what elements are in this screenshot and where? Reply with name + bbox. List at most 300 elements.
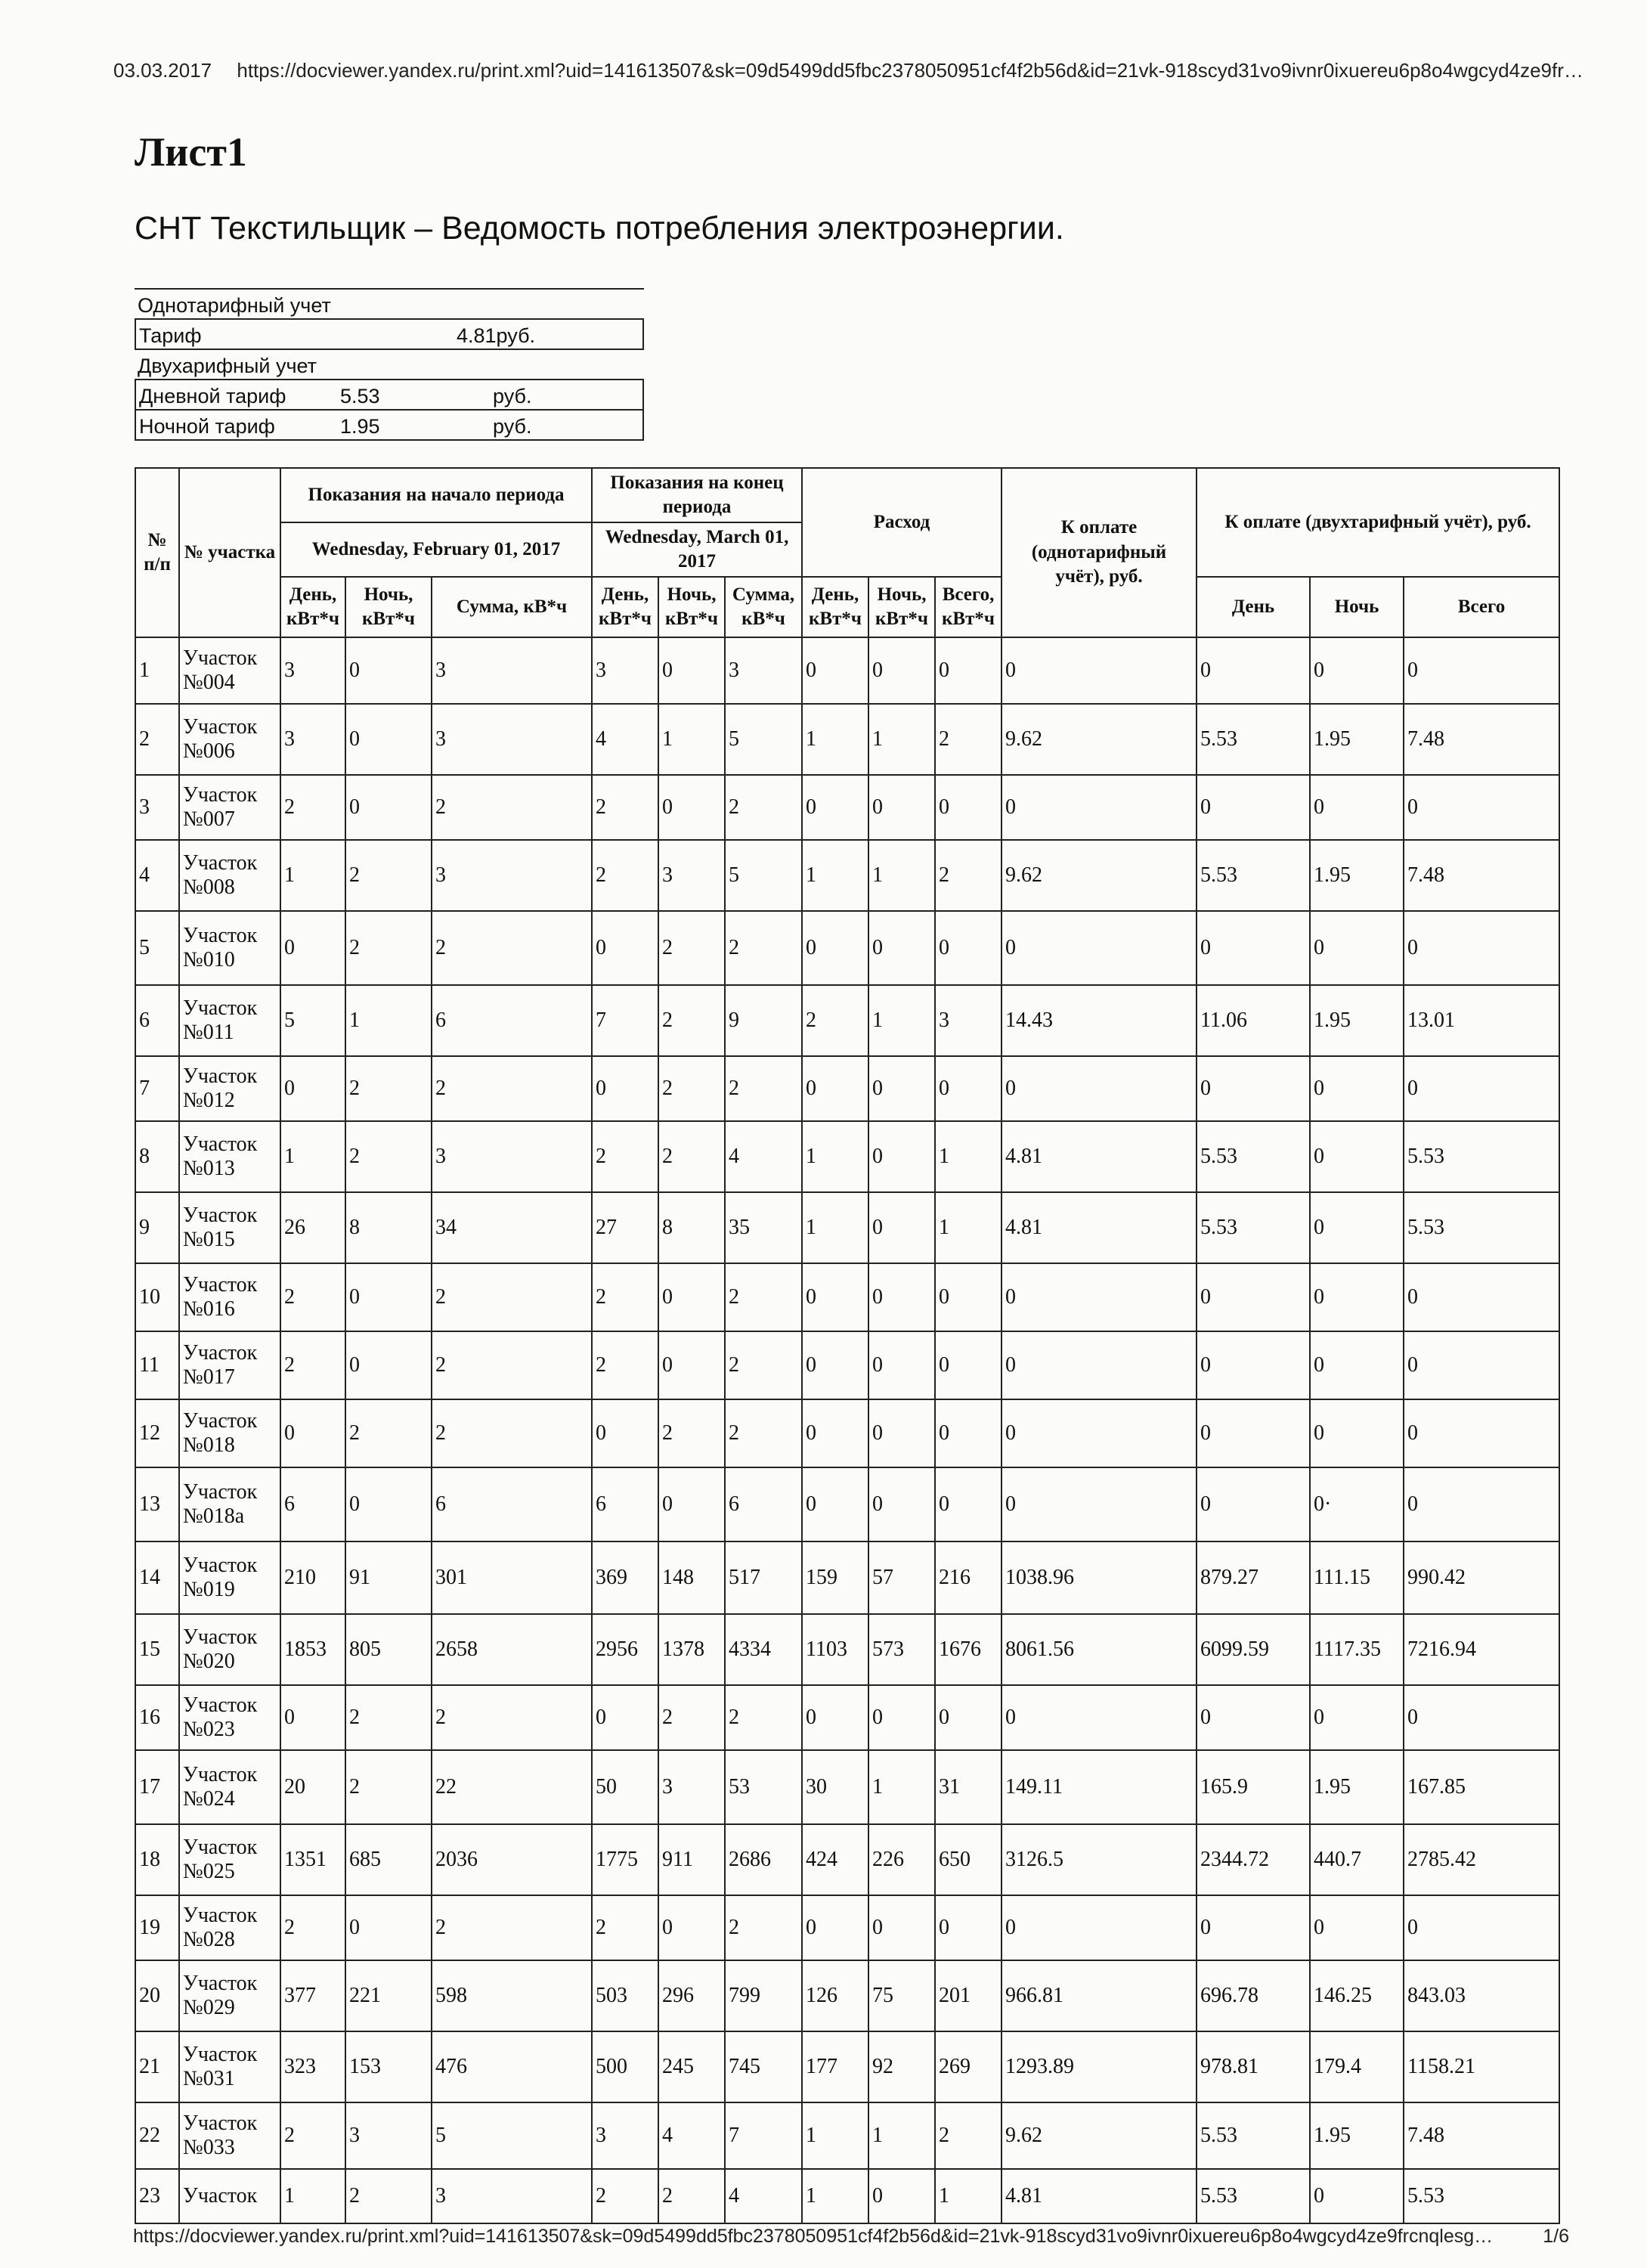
cell-usage-total: 650	[935, 1824, 1002, 1895]
end-day-header: День, кВт*ч	[592, 577, 658, 637]
cell-dual-total: 7.48	[1404, 2102, 1559, 2169]
cell-pay-single: 8061.56	[1002, 1614, 1197, 1685]
cell-lot: Участок №004	[179, 637, 280, 704]
cell-start-day: 1	[280, 2169, 345, 2223]
page-number: 1/6	[1543, 2226, 1569, 2247]
table-row	[135, 2102, 1559, 2169]
end-readings-header: Показания на конец периода	[592, 468, 802, 522]
cell-dual-total: 0	[1404, 775, 1559, 840]
cell-num: 9	[135, 1192, 179, 1263]
cell-dual-day: 5.53	[1197, 1121, 1310, 1192]
cell-start-sum: 5	[432, 2102, 592, 2169]
cell-end-night: 0	[658, 775, 725, 840]
cell-usage-night: 1	[868, 1750, 935, 1824]
cell-usage-day: 1	[802, 1192, 868, 1263]
cell-start-sum: 2	[432, 1399, 592, 1467]
footer-url: https://docviewer.yandex.ru/print.xml?uid=141613507&sk=09d5499dd5fbc2378050951cf4f2b56d&id=21vk-918scyd31vo9ivnr0ixuereu6p8o4wgcyd4ze9frcnqlesg…	[133, 2226, 1494, 2247]
cell-start-sum: 2	[432, 775, 592, 840]
cell-start-day: 20	[280, 1750, 345, 1824]
cell-dual-total: 2785.42	[1404, 1824, 1559, 1895]
document-heading: СНТ Текстильщик – Ведомость потребления электроэнергии.	[135, 210, 1064, 246]
cell-end-day: 6	[592, 1467, 658, 1541]
cell-pay-single: 4.81	[1002, 1121, 1197, 1192]
cell-dual-night: 0	[1310, 1121, 1404, 1192]
cell-lot: Участок №018а	[179, 1467, 280, 1541]
cell-dual-total: 0	[1404, 1263, 1559, 1331]
tariff-row	[135, 320, 644, 350]
cell-start-day: 1	[280, 840, 345, 911]
cell-start-sum: 3	[432, 1121, 592, 1192]
cell-start-sum: 2036	[432, 1824, 592, 1895]
table-row	[135, 704, 1559, 775]
cell-usage-night: 0	[868, 1895, 935, 1960]
cell-usage-day: 177	[802, 2031, 868, 2102]
print-date: 03.03.2017	[113, 59, 212, 82]
cell-end-day: 0	[592, 1056, 658, 1121]
cell-num: 8	[135, 1121, 179, 1192]
cell-start-night: 2	[345, 1685, 432, 1750]
cell-lot: Участок	[179, 2169, 280, 2223]
cell-usage-total: 1676	[935, 1614, 1002, 1685]
cell-dual-day: 0	[1197, 637, 1310, 704]
cell-pay-single: 0	[1002, 1895, 1197, 1960]
cell-usage-night: 75	[868, 1960, 935, 2031]
cell-start-sum: 3	[432, 2169, 592, 2223]
cell-end-sum: 799	[725, 1960, 802, 2031]
table-row	[135, 911, 1559, 985]
cell-start-day: 323	[280, 2031, 345, 2102]
cell-end-night: 2	[658, 1399, 725, 1467]
cell-start-night: 2	[345, 911, 432, 985]
cell-end-night: 148	[658, 1541, 725, 1614]
cell-end-sum: 2	[725, 1056, 802, 1121]
cell-usage-total: 31	[935, 1750, 1002, 1824]
cell-pay-single: 966.81	[1002, 1960, 1197, 2031]
cell-dual-total: 5.53	[1404, 1192, 1559, 1263]
cell-dual-night: 0	[1310, 1685, 1404, 1750]
cell-usage-night: 0	[868, 1399, 935, 1467]
cell-end-sum: 2	[725, 911, 802, 985]
table-row	[135, 1750, 1559, 1824]
cell-usage-night: 0	[868, 1685, 935, 1750]
cell-dual-total: 990.42	[1404, 1541, 1559, 1614]
cell-num: 14	[135, 1541, 179, 1614]
cell-usage-total: 0	[935, 1685, 1002, 1750]
cell-usage-night: 0	[868, 1192, 935, 1263]
cell-lot: Участок №031	[179, 2031, 280, 2102]
cell-usage-day: 1	[802, 704, 868, 775]
cell-dual-night: 0	[1310, 1263, 1404, 1331]
cell-num: 21	[135, 2031, 179, 2102]
cell-usage-day: 1	[802, 2169, 868, 2223]
cell-end-day: 3	[592, 637, 658, 704]
cell-start-sum: 598	[432, 1960, 592, 2031]
end-night-header: Ночь, кВт*ч	[658, 577, 725, 637]
table-row	[135, 1331, 1559, 1399]
cell-usage-night: 0	[868, 1467, 935, 1541]
cell-usage-night: 0	[868, 2169, 935, 2223]
cell-dual-night: 1.95	[1310, 985, 1404, 1056]
cell-start-sum: 6	[432, 985, 592, 1056]
cell-dual-total: 843.03	[1404, 1960, 1559, 2031]
cell-pay-single: 9.62	[1002, 704, 1197, 775]
cell-end-sum: 2	[725, 1399, 802, 1467]
cell-usage-night: 0	[868, 637, 935, 704]
cell-start-day: 1351	[280, 1824, 345, 1895]
cell-end-night: 0	[658, 1467, 725, 1541]
cell-usage-day: 1103	[802, 1614, 868, 1685]
cell-dual-total: 0	[1404, 1895, 1559, 1960]
cell-dual-night: 1.95	[1310, 704, 1404, 775]
cell-end-night: 8	[658, 1192, 725, 1263]
table-row	[135, 2169, 1559, 2223]
cell-dual-night: 0	[1310, 2169, 1404, 2223]
single-tariff-label: Однотарифный учет	[138, 294, 331, 317]
cell-num: 20	[135, 1960, 179, 2031]
cell-start-day: 2	[280, 1331, 345, 1399]
cell-end-day: 3	[592, 2102, 658, 2169]
col-lot-header: № участка	[179, 468, 280, 637]
cell-dual-night: 111.15	[1310, 1541, 1404, 1614]
table-row	[135, 1960, 1559, 2031]
cell-dual-total: 167.85	[1404, 1750, 1559, 1824]
cell-usage-day: 126	[802, 1960, 868, 2031]
pay-single-header: К оплате (однотарифный учёт), руб.	[1002, 468, 1197, 637]
cell-dual-night: 0	[1310, 1192, 1404, 1263]
cell-end-day: 0	[592, 911, 658, 985]
cell-end-night: 1378	[658, 1614, 725, 1685]
print-header	[113, 59, 1587, 82]
cell-dual-day: 165.9	[1197, 1750, 1310, 1824]
cell-dual-day: 5.53	[1197, 704, 1310, 775]
cell-start-day: 3	[280, 704, 345, 775]
cell-start-sum: 3	[432, 637, 592, 704]
cell-lot: Участок №012	[179, 1056, 280, 1121]
cell-start-night: 0	[345, 775, 432, 840]
cell-usage-total: 0	[935, 1467, 1002, 1541]
cell-lot: Участок №015	[179, 1192, 280, 1263]
cell-usage-day: 0	[802, 775, 868, 840]
cell-num: 15	[135, 1614, 179, 1685]
cell-usage-total: 1	[935, 1121, 1002, 1192]
cell-start-night: 153	[345, 2031, 432, 2102]
cell-start-night: 3	[345, 2102, 432, 2169]
cell-num: 11	[135, 1331, 179, 1399]
cell-start-day: 210	[280, 1541, 345, 1614]
cell-pay-single: 9.62	[1002, 840, 1197, 911]
cell-usage-day: 0	[802, 1399, 868, 1467]
table-row	[135, 1824, 1559, 1895]
cell-start-night: 8	[345, 1192, 432, 1263]
cell-num: 10	[135, 1263, 179, 1331]
usage-day-header: День, кВт*ч	[802, 577, 868, 637]
print-footer	[133, 2226, 1569, 2248]
cell-end-sum: 35	[725, 1192, 802, 1263]
cell-usage-total: 1	[935, 1192, 1002, 1263]
table-row	[135, 1121, 1559, 1192]
table-row	[135, 1056, 1559, 1121]
cell-start-day: 2	[280, 2102, 345, 2169]
cell-usage-total: 2	[935, 2102, 1002, 2169]
cell-usage-day: 0	[802, 1467, 868, 1541]
cell-dual-day: 2344.72	[1197, 1824, 1310, 1895]
cell-usage-day: 0	[802, 1263, 868, 1331]
cell-start-day: 6	[280, 1467, 345, 1541]
cell-start-night: 805	[345, 1614, 432, 1685]
cell-dual-total: 0	[1404, 1399, 1559, 1467]
table-row	[135, 840, 1559, 911]
cell-end-sum: 5	[725, 840, 802, 911]
cell-pay-single: 1038.96	[1002, 1541, 1197, 1614]
cell-start-sum: 476	[432, 2031, 592, 2102]
cell-usage-total: 2	[935, 840, 1002, 911]
cell-usage-day: 1	[802, 1121, 868, 1192]
start-night-header: Ночь, кВт*ч	[345, 577, 432, 637]
cell-start-day: 0	[280, 1399, 345, 1467]
cell-end-night: 2	[658, 1121, 725, 1192]
cell-end-night: 245	[658, 2031, 725, 2102]
cell-num: 17	[135, 1750, 179, 1824]
cell-dual-total: 5.53	[1404, 1121, 1559, 1192]
cell-dual-total: 0	[1404, 911, 1559, 985]
cell-start-day: 1853	[280, 1614, 345, 1685]
end-sum-header: Сумма, кВ*ч	[725, 577, 802, 637]
cell-end-sum: 2	[725, 1263, 802, 1331]
cell-start-night: 2	[345, 2169, 432, 2223]
tariff-block	[135, 288, 644, 441]
cell-dual-total: 7.48	[1404, 840, 1559, 911]
cell-start-night: 91	[345, 1541, 432, 1614]
cell-pay-single: 0	[1002, 1056, 1197, 1121]
cell-dual-day: 5.53	[1197, 1192, 1310, 1263]
cell-start-day: 0	[280, 1056, 345, 1121]
usage-total-header: Всего, кВт*ч	[935, 577, 1002, 637]
cell-usage-day: 0	[802, 1056, 868, 1121]
cell-lot: Участок №019	[179, 1541, 280, 1614]
consumption-table	[135, 467, 1560, 2224]
start-date-header: Wednesday, February 01, 2017	[280, 522, 592, 577]
cell-start-night: 0	[345, 637, 432, 704]
table-body	[135, 637, 1559, 2223]
cell-dual-total: 13.01	[1404, 985, 1559, 1056]
cell-usage-night: 0	[868, 1121, 935, 1192]
cell-end-sum: 7	[725, 2102, 802, 2169]
cell-lot: Участок №020	[179, 1614, 280, 1685]
day-tariff-unit: руб.	[493, 385, 532, 407]
cell-dual-night: 1.95	[1310, 1750, 1404, 1824]
cell-lot: Участок №010	[179, 911, 280, 985]
cell-num: 5	[135, 911, 179, 985]
cell-pay-single: 4.81	[1002, 1192, 1197, 1263]
cell-usage-day: 0	[802, 1895, 868, 1960]
day-tariff-label: Дневной тариф	[139, 385, 286, 407]
table-row	[135, 1614, 1559, 1685]
cell-dual-day: 0	[1197, 1056, 1310, 1121]
cell-lot: Участок №006	[179, 704, 280, 775]
day-tariff-row	[135, 380, 644, 411]
cell-pay-single: 9.62	[1002, 2102, 1197, 2169]
cell-end-day: 7	[592, 985, 658, 1056]
cell-dual-night: 1.95	[1310, 840, 1404, 911]
cell-end-night: 296	[658, 1960, 725, 2031]
cell-lot: Участок №008	[179, 840, 280, 911]
cell-usage-night: 92	[868, 2031, 935, 2102]
cell-usage-night: 573	[868, 1614, 935, 1685]
cell-start-sum: 2	[432, 1263, 592, 1331]
cell-end-day: 503	[592, 1960, 658, 2031]
cell-num: 3	[135, 775, 179, 840]
cell-dual-day: 0	[1197, 1685, 1310, 1750]
cell-dual-day: 0	[1197, 1331, 1310, 1399]
cell-end-day: 4	[592, 704, 658, 775]
cell-end-night: 2	[658, 2169, 725, 2223]
cell-num: 22	[135, 2102, 179, 2169]
print-url: https://docviewer.yandex.ru/print.xml?uid=141613507&sk=09d5499dd5fbc2378050951cf4f2b56d&id=21vk-918scyd31vo9ivnr0ixuereu6p8o4wgcyd4ze9fr…	[237, 59, 1584, 82]
cell-start-night: 2	[345, 840, 432, 911]
cell-dual-total: 0	[1404, 1056, 1559, 1121]
cell-start-day: 2	[280, 1263, 345, 1331]
table-row	[135, 1467, 1559, 1541]
cell-num: 19	[135, 1895, 179, 1960]
cell-dual-night: 179.4	[1310, 2031, 1404, 2102]
cell-end-sum: 6	[725, 1467, 802, 1541]
cell-dual-total: 0	[1404, 1331, 1559, 1399]
cell-dual-day: 0	[1197, 1399, 1310, 1467]
cell-start-sum: 2	[432, 911, 592, 985]
cell-dual-total: 0	[1404, 1467, 1559, 1541]
night-tariff-row	[135, 411, 644, 441]
cell-usage-day: 30	[802, 1750, 868, 1824]
cell-dual-night: 1.95	[1310, 2102, 1404, 2169]
cell-start-night: 2	[345, 1750, 432, 1824]
cell-start-night: 2	[345, 1121, 432, 1192]
cell-start-sum: 6	[432, 1467, 592, 1541]
night-tariff-label: Ночной тариф	[139, 415, 275, 438]
cell-start-sum: 2	[432, 1056, 592, 1121]
cell-end-day: 2	[592, 2169, 658, 2223]
cell-dual-day: 5.53	[1197, 2102, 1310, 2169]
cell-num: 2	[135, 704, 179, 775]
cell-usage-night: 0	[868, 775, 935, 840]
cell-start-day: 0	[280, 911, 345, 985]
cell-end-night: 4	[658, 2102, 725, 2169]
cell-start-sum: 2	[432, 1685, 592, 1750]
cell-dual-total: 0	[1404, 637, 1559, 704]
cell-dual-day: 0	[1197, 1467, 1310, 1541]
night-tariff-value: 1.95	[340, 415, 380, 438]
cell-end-sum: 4	[725, 2169, 802, 2223]
cell-usage-night: 0	[868, 1056, 935, 1121]
cell-dual-night: 0	[1310, 1331, 1404, 1399]
cell-pay-single: 0	[1002, 1331, 1197, 1399]
cell-end-night: 2	[658, 1056, 725, 1121]
cell-dual-day: 0	[1197, 911, 1310, 985]
cell-start-day: 5	[280, 985, 345, 1056]
cell-lot: Участок №024	[179, 1750, 280, 1824]
cell-usage-night: 226	[868, 1824, 935, 1895]
cell-dual-day: 696.78	[1197, 1960, 1310, 2031]
cell-pay-single: 1293.89	[1002, 2031, 1197, 2102]
cell-dual-day: 11.06	[1197, 985, 1310, 1056]
cell-dual-total: 7.48	[1404, 704, 1559, 775]
day-tariff-value: 5.53	[340, 385, 380, 407]
cell-start-sum: 301	[432, 1541, 592, 1614]
cell-end-sum: 53	[725, 1750, 802, 1824]
cell-end-sum: 3	[725, 637, 802, 704]
cell-start-day: 26	[280, 1192, 345, 1263]
cell-start-day: 3	[280, 637, 345, 704]
cell-dual-total: 5.53	[1404, 2169, 1559, 2223]
cell-pay-single: 14.43	[1002, 985, 1197, 1056]
dual-tariff-header	[135, 350, 644, 380]
cell-usage-day: 0	[802, 1685, 868, 1750]
cell-usage-day: 424	[802, 1824, 868, 1895]
cell-end-night: 0	[658, 1263, 725, 1331]
cell-start-day: 0	[280, 1685, 345, 1750]
cell-num: 1	[135, 637, 179, 704]
cell-lot: Участок №017	[179, 1331, 280, 1399]
cell-end-day: 2	[592, 1895, 658, 1960]
tariff-value: 4.81руб.	[457, 324, 536, 347]
cell-dual-day: 0	[1197, 1263, 1310, 1331]
cell-usage-total: 0	[935, 1895, 1002, 1960]
cell-start-night: 1	[345, 985, 432, 1056]
cell-usage-day: 1	[802, 2102, 868, 2169]
cell-num: 23	[135, 2169, 179, 2223]
cell-start-sum: 2	[432, 1895, 592, 1960]
cell-end-sum: 2	[725, 1685, 802, 1750]
cell-usage-night: 0	[868, 911, 935, 985]
cell-usage-total: 269	[935, 2031, 1002, 2102]
cell-dual-day: 5.53	[1197, 840, 1310, 911]
cell-end-day: 1775	[592, 1824, 658, 1895]
table-row	[135, 1895, 1559, 1960]
cell-pay-single: 0	[1002, 1399, 1197, 1467]
cell-usage-day: 1	[802, 840, 868, 911]
cell-dual-total: 1158.21	[1404, 2031, 1559, 2102]
cell-usage-day: 2	[802, 985, 868, 1056]
cell-dual-day: 0	[1197, 775, 1310, 840]
cell-dual-night: 0	[1310, 637, 1404, 704]
cell-pay-single: 0	[1002, 1263, 1197, 1331]
cell-start-night: 0	[345, 1263, 432, 1331]
cell-num: 18	[135, 1824, 179, 1895]
end-date-header: Wednesday, March 01, 2017	[592, 522, 802, 577]
cell-end-night: 3	[658, 1750, 725, 1824]
cell-lot: Участок №018	[179, 1399, 280, 1467]
cell-end-day: 0	[592, 1685, 658, 1750]
table-row	[135, 2031, 1559, 2102]
table-row	[135, 1263, 1559, 1331]
cell-start-night: 2	[345, 1399, 432, 1467]
cell-start-day: 2	[280, 775, 345, 840]
cell-start-night: 221	[345, 1960, 432, 2031]
night-tariff-unit: руб.	[493, 415, 532, 438]
cell-end-night: 0	[658, 1331, 725, 1399]
cell-usage-total: 0	[935, 1263, 1002, 1331]
cell-lot: Участок №007	[179, 775, 280, 840]
cell-end-sum: 4	[725, 1121, 802, 1192]
cell-dual-day: 5.53	[1197, 2169, 1310, 2223]
cell-dual-day: 978.81	[1197, 2031, 1310, 2102]
cell-start-day: 1	[280, 1121, 345, 1192]
cell-dual-night: 0	[1310, 775, 1404, 840]
cell-end-day: 2	[592, 1331, 658, 1399]
cell-dual-day: 6099.59	[1197, 1614, 1310, 1685]
cell-end-sum: 2686	[725, 1824, 802, 1895]
cell-usage-night: 57	[868, 1541, 935, 1614]
table-row	[135, 1399, 1559, 1467]
